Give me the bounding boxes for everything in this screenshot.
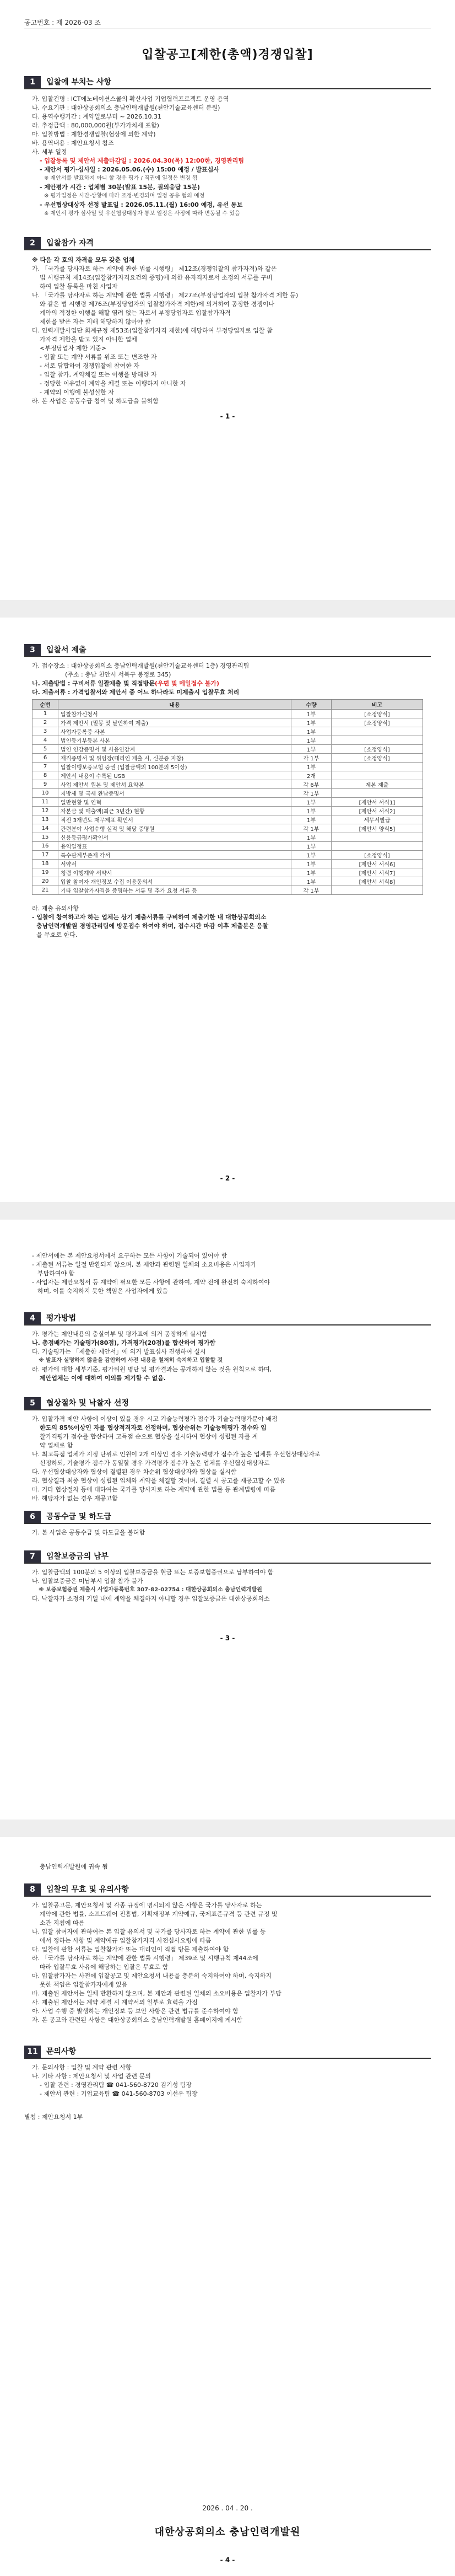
table-cell: 4 <box>32 736 58 745</box>
s8-line: 마. 입찰참가자는 사전에 입찰공고 및 제안요청서 내용을 충분히 숙지하여야 하며, 숙지하지 <box>32 1972 272 1979</box>
table-cell: 자본금 및 매출액(최근 3년간) 현황 <box>58 807 291 815</box>
s8-line: 나. 입찰 참여자에 관하여는 본 입찰 유의서 및 국가를 당사자로 하는 계약에 관한 법률 등 <box>32 1928 266 1935</box>
section-3-notes <box>32 904 427 940</box>
table-cell: 지방세 및 국세 완납증명서 <box>58 789 291 798</box>
section-4-body <box>32 1330 427 1383</box>
section-number: 1 <box>24 76 41 88</box>
submit-method: 나. 제출방법 : 구비서류 일괄제출 및 직접방문(우편 및 메일접수 불가) <box>32 680 220 687</box>
s11-line: - 입찰 관련 : 경영관리팀 ☎ 041-560-8720 김기성 팀장 <box>40 2081 192 2089</box>
s2-line: 하여 입찰 등록을 마친 사업자 <box>40 283 118 290</box>
table-row <box>32 736 423 745</box>
table-cell: 18 <box>32 860 58 868</box>
table-cell: 1부 <box>291 851 332 860</box>
section-6-body <box>32 1528 427 1537</box>
s8-line: 아. 사업 수행 중 발생하는 개인정보 등 보안 사항은 관련 법규를 준수하여야 함 <box>32 2008 239 2015</box>
s2-line: 와 같은 법 시행령 제76조(부정당업자의 입찰참가자격 제한)에 의거하여 공정한 경쟁이나 <box>40 300 274 308</box>
table-cell: 1부 <box>291 807 332 815</box>
section-header-7 <box>24 1550 431 1564</box>
table-row <box>32 727 423 736</box>
notice-date: 2026 . 04 . 20 . <box>202 2504 253 2512</box>
section-2-body <box>32 256 427 406</box>
section-5-body <box>32 1415 427 1503</box>
table-cell: [소정양식] <box>332 851 423 860</box>
table-cell: [제안서 서식2] <box>332 807 423 815</box>
section-number: 3 <box>24 644 41 656</box>
table-cell: 1부 <box>291 877 332 886</box>
p3-line: 부담하여야 함 <box>37 1270 75 1277</box>
s3-line: (주소 : 충남 천안시 서북구 봉정로 345) <box>65 671 171 678</box>
s1-note: ※ 제안서를 발표하지 아니 할 경우 평가 / 직권에 일정은 변경 됨 <box>44 175 198 181</box>
table-cell: 가격 제안서 (밀봉 및 날인하여 제출) <box>58 718 291 727</box>
table-cell: 법인 인감증명서 및 사용인감계 <box>58 745 291 754</box>
s6-line: 가. 본 사업은 공동수급 및 하도급을 불허함 <box>32 1529 145 1536</box>
table-cell: 제안서 내용이 수록된 USB <box>58 771 291 780</box>
section-label: 입찰참가 자격 <box>46 239 94 248</box>
page-number: - 3 - <box>220 1634 235 1642</box>
s8-line: 따라 입찰무효 사유에 해당하는 입찰은 무효로 함 <box>40 1963 169 1971</box>
col-header: 내용 <box>58 700 291 710</box>
section-header-11 <box>24 2046 431 2059</box>
table-cell: 9 <box>32 780 58 789</box>
s1-line: 마. 입찰방법 : 제한경쟁입찰(협상에 의한 계약) <box>32 131 156 138</box>
table-cell: [소정양식] <box>332 754 423 763</box>
section-header-6 <box>24 1511 431 1524</box>
s1-line: 가. 입찰건명 : ICT에노베이션스쿨의 확산사업 기업협력프로젝트 운영 용역 <box>32 95 229 103</box>
table-cell <box>332 842 423 851</box>
table-row <box>32 833 423 842</box>
section-1-body <box>32 95 427 218</box>
s7-line: 나. 입찰보증금은 미납부시 입찰 참가 불가 <box>32 1577 143 1585</box>
attachment: 별첨 : 제안요청서 1부 <box>24 2113 83 2121</box>
s1-line: 바. 용역내용 : 제안요청서 참조 <box>32 139 114 147</box>
s2-line: - 입찰 참가, 계약체결 또는 이행을 방해한 자 <box>40 371 157 378</box>
table-row <box>32 763 423 771</box>
table-cell: 특수관계부존재 각서 <box>58 851 291 860</box>
page-1 <box>0 0 455 600</box>
s2-line: 나. 「국가를 당사자로 하는 계약에 관한 법률 시행령」 제27조(부정당업자의 입찰 참가자격 제한 등) <box>32 292 299 299</box>
table-row <box>32 815 423 824</box>
table-cell: 청렴 이행계약 서약서 <box>58 868 291 877</box>
s8-line: 소관 지침에 따름 <box>40 1919 85 1926</box>
section-label: 공동수급 및 하도급 <box>46 1512 111 1521</box>
s4-line: 가. 평가는 제안내용의 충실여부 및 평가표에 의거 공정하게 실시함 <box>32 1330 208 1338</box>
section-7-body <box>32 1568 427 1603</box>
table-cell: 입찰참가신청서 <box>58 710 291 718</box>
table-cell <box>332 763 423 771</box>
s1-line: 나. 수요기관 : 대한상공회의소 충남인력개발원(천안기술교육센터 분원) <box>32 104 220 111</box>
s2-line: 법 시행규칙 제14조(입찰참가자격요건의 증명)에 의한 유자격자로서 소정의 서류를 구비 <box>40 274 273 281</box>
table-cell: [소정양식] <box>332 710 423 718</box>
table-cell: 1 <box>32 710 58 718</box>
table-row <box>32 789 423 798</box>
documents-table <box>32 699 423 895</box>
table-cell: 각 1부 <box>291 886 332 895</box>
section-3-body <box>32 662 427 697</box>
documents-table-body <box>32 710 423 895</box>
s11-line: 나. 기타 사항 : 제안요청서 및 사업 관련 문의 <box>32 2073 151 2080</box>
s5-line: 다. 우선협상대상자와 협상이 결렬된 경우 차순위 협상대상자와 협상을 실시함 <box>32 1468 237 1475</box>
table-cell: 1부 <box>291 868 332 877</box>
table-cell: 입찰 참여자 개인정보 수집 이용동의서 <box>58 877 291 886</box>
p3-line: - 제안서에는 본 제안요청서에서 요구하는 모든 사항이 기술되어 있어야 함 <box>32 1252 228 1259</box>
table-cell: 일반현황 및 연혁 <box>58 798 291 807</box>
section-number: 2 <box>24 237 41 249</box>
table-cell: 각 6부 <box>291 780 332 789</box>
table-cell: 1부 <box>291 763 332 771</box>
table-cell: 7 <box>32 763 58 771</box>
s2-line: - 계약의 이행에 불성실한 자 <box>40 389 114 396</box>
s1-line: 라. 추정금액 : 80,000,000원(부가가치세 포함) <box>32 122 159 129</box>
table-row <box>32 780 423 789</box>
s1-note: ※ 평가일정은 시간·상황에 따라 조정·변경되며 일정 공유 협의 예정 <box>44 193 205 199</box>
section-header-2 <box>24 237 431 250</box>
section-number: 11 <box>24 2046 41 2058</box>
s4-line: 라. 평가에 대한 세부기준, 평가위원 명단 및 평가결과는 공개하지 않는 것을 원칙으로 하며, <box>32 1366 272 1373</box>
p3-line: - 사업자는 제안요청서 등 계약에 필요한 모든 사항에 관하여, 계약 전에 완전히 숙지하여야 <box>32 1279 270 1286</box>
table-cell: [제안서 서식8] <box>332 877 423 886</box>
table-cell: 1부 <box>291 727 332 736</box>
section-label: 입찰의 무효 및 유의사항 <box>46 1885 129 1894</box>
s7-line: 충남인력개발원에 귀속 됨 <box>40 1863 108 1870</box>
table-cell: 15 <box>32 833 58 842</box>
s4-line: 다. 기술평가는 「제출한 제안서」에 의거 발표심사 진행하여 실시 <box>32 1348 206 1355</box>
s1-line: 사. 세부 일정 <box>32 148 67 155</box>
table-row <box>32 807 423 815</box>
table-cell <box>332 736 423 745</box>
table-cell: 1부 <box>291 710 332 718</box>
table-cell: 16 <box>32 842 58 851</box>
section-label: 입찰에 부치는 사항 <box>46 78 111 87</box>
section-8-body <box>32 1901 427 2025</box>
table-row <box>32 710 423 718</box>
page-gap <box>0 600 455 618</box>
table-cell: 1부 <box>291 833 332 842</box>
s5-line: 바. 해당자가 없는 경우 재공고함 <box>32 1495 118 1502</box>
col-header: 비고 <box>332 700 423 710</box>
s4-line: 나. 총점배가는 기술평가(80점), 가격평가(20점)를 합산하여 평가함 <box>32 1339 216 1346</box>
table-row <box>32 842 423 851</box>
s5-line: 찰가격평가 점수를 합산하여 고득점 순으로 협상을 실시하여 협상이 성립된 자를 계 <box>40 1433 258 1440</box>
p3-line: - 제출된 서류는 일절 반환되지 않으며, 본 제안과 관련된 일체의 소요비용은 사업자가 <box>32 1261 257 1268</box>
table-cell <box>332 789 423 798</box>
table-cell: 10 <box>32 789 58 798</box>
s4-line: 제안업체는 이에 대하여 이의를 제기할 수 없음. <box>40 1375 166 1382</box>
table-cell: 3 <box>32 727 58 736</box>
p3-line: 하며, 이를 숙지하지 못한 책임은 사업자에게 있음 <box>37 1287 168 1295</box>
table-header-row <box>32 700 423 710</box>
s2-line: 제한을 받은 자는 지배 해당하지 않아야 함 <box>40 318 151 325</box>
s1-line: - 우선협상대상자 선정 발표일 : 2026.05.11.(월) 16:00 예정, 유선 통보 <box>40 201 243 208</box>
attachment-note <box>24 2113 427 2122</box>
table-row <box>32 851 423 860</box>
s8-line: 자. 본 공고와 관련된 사항은 대한상공회의소 충남인력개발원 홈페이지에 게시함 <box>32 2016 243 2024</box>
table-cell: 1부 <box>291 736 332 745</box>
s2-line: - 정당한 이유없이 계약을 체결 또는 이행하지 아니한 자 <box>40 380 186 387</box>
table-cell: 각 1부 <box>291 754 332 763</box>
s3-line: 가. 접수장소 : 대한상공회의소 충남인력개발원(천안기술교육센터 1층) 경영관리팀 <box>32 662 250 669</box>
table-cell: 1부 <box>291 815 332 824</box>
section-number: 6 <box>24 1511 41 1523</box>
table-row <box>32 860 423 868</box>
s3-note: 충남인력개발원 경영관리팀에 방문접수 하여야 하며, 접수시간 마감 이후 제출분은 응찰 <box>36 922 269 930</box>
section-number: 5 <box>24 1397 41 1409</box>
s2-line: - 입찰 또는 계약 서류를 위조 또는 변조한 자 <box>40 353 157 361</box>
table-cell: 제본 제출 <box>332 780 423 789</box>
s8-line: 계약에 관한 법률, 소프트웨어 진흥법, 기획재정부 계약예규, 국제표준규격 등 관련 규정 및 <box>40 1910 278 1918</box>
table-row <box>32 824 423 833</box>
notice-ref: 공고번호 : 제 2026-03 조 <box>24 19 101 26</box>
s2-line: - 서로 담합하여 경쟁입찰에 참여한 자 <box>40 362 139 369</box>
table-cell: 사업자등록증 사본 <box>58 727 291 736</box>
table-cell: 13 <box>32 815 58 824</box>
s2-line: 가. 「국가를 당사자로 하는 계약에 관한 법률 시행령」 제12조(경쟁입찰의 참가자격)와 같은 <box>32 265 277 272</box>
s3-note: 라. 제출 유의사항 <box>32 905 79 912</box>
table-row <box>32 886 423 895</box>
s2-line: 계약의 적정한 이행을 해할 염려 없는 자로서 부정당업자로 입찰참가자격 <box>40 309 231 316</box>
table-cell <box>332 833 423 842</box>
s3-line <box>32 679 427 688</box>
submit-warning: (우편 및 메일접수 불가) <box>154 680 220 687</box>
table-cell: 재직증명서 및 위임장(대리인 제출 시, 신분증 지참) <box>58 754 291 763</box>
s3-line: 다. 제출서류 : 가격입찰서와 제안서 중 어느 하나라도 미제출시 입찰무효 처리 <box>32 689 240 696</box>
s1-line: 다. 용역수행기간 : 계약일로부터 ~ 2026.10.31 <box>32 113 162 120</box>
s1-line: - 입찰등록 및 제안서 제출마감일 : 2026.04.30(목) 12:00한, 경영관리팀 <box>40 157 244 164</box>
section-number: 8 <box>24 1883 41 1896</box>
table-row <box>32 745 423 754</box>
table-cell: 8 <box>32 771 58 780</box>
s8-line: 에서 정하는 사항 및 계약예규 입찰참가자격 사전심사요령에 따름 <box>40 1937 212 1944</box>
table-row <box>32 771 423 780</box>
section-label: 협상절차 및 낙찰자 선정 <box>46 1399 129 1408</box>
s2-line: <부정당업자 제한 기준> <box>40 345 107 352</box>
table-cell: 14 <box>32 824 58 833</box>
s11-line: - 제안서 관련 : 기업교육팀 ☎ 041-560-8703 이선우 팀장 <box>40 2090 198 2097</box>
s5-line: 나. 최고득점 업체가 지정 단위로 인원이 2개 이상인 경우 기술능력평가 점수가 높은 업체를 우선협상대상자로 <box>32 1451 321 1458</box>
s5-line: 약 업체로 함 <box>40 1442 73 1449</box>
s8-line: 못한 책임은 입찰참가자에게 있음 <box>40 1981 128 1988</box>
s7-note: ※ 보증보험증권 제출시 사업자등록번호 307-82-02754 : 대한상공회의소 충남인력개발원 <box>39 1587 262 1593</box>
table-cell: 1부 <box>291 798 332 807</box>
s2-line: ※ 다음 각 호의 자격을 모두 갖춘 업체 <box>32 256 135 264</box>
table-cell: 용역일정표 <box>58 842 291 851</box>
table-cell <box>332 727 423 736</box>
s8-line: 라. 「국가를 당사자로 하는 계약에 관한 법률 시행령」 제39조 및 시행규칙 제44조에 <box>32 1955 258 1962</box>
s2-line: 라. 본 사업은 공동수급 참여 및 하도급을 불허함 <box>32 398 159 405</box>
table-cell: 17 <box>32 851 58 860</box>
col-header: 수량 <box>291 700 332 710</box>
table-cell: 각 1부 <box>291 824 332 833</box>
s7-line: 다. 낙찰자가 소정의 기일 내에 계약을 체결하지 아니할 경우 입찰보증금은 대한상공회의소 <box>32 1595 270 1602</box>
table-cell: 6 <box>32 754 58 763</box>
page-gap <box>0 1202 455 1220</box>
section-header-4 <box>24 1312 431 1325</box>
section-header-5 <box>24 1397 431 1410</box>
s8-line: 사. 제출된 제안서는 계약 체결 시 계약서의 일부로 효력을 가짐 <box>32 1999 198 2006</box>
table-cell: 입찰이행보증보험 증권 (입찰금액의 100분의 5이상) <box>58 763 291 771</box>
s11-line: 가. 문의사항 : 입찰 및 계약 관련 사항 <box>32 2064 132 2071</box>
section-number: 7 <box>24 1550 41 1563</box>
table-cell <box>332 886 423 895</box>
table-cell: 1부 <box>291 718 332 727</box>
s5-line: 가. 입찰가격 제안 사항에 이상이 있을 경우 시고 기술능력평가 점수가 기술능력평가분야 배점 <box>32 1415 278 1423</box>
table-row <box>32 798 423 807</box>
table-cell: 11 <box>32 798 58 807</box>
table-cell: [소정양식] <box>332 745 423 754</box>
table-cell: 법인등기부등본 사본 <box>58 736 291 745</box>
s3-note: - 입찰에 참여하고자 하는 업체는 상기 제출서류를 구비하여 제출기한 내 대한상공회의소 <box>32 914 267 921</box>
s5-line: 라. 협상결과 최종 협상이 성립된 업체와 계약을 체결할 것이며, 결렬 시 공고를 재공고할 수 있음 <box>32 1477 285 1484</box>
table-cell: 세무서발급 <box>332 815 423 824</box>
page-number: - 1 - <box>220 412 235 420</box>
table-cell: 1부 <box>291 842 332 851</box>
table-cell: 직전 3개년도 재무제표 확인서 <box>58 815 291 824</box>
s1-line: - 제안평가 시간 : 업체별 30분(발표 15분, 질의응답 15분) <box>40 184 201 191</box>
table-cell: 서약서 <box>58 860 291 868</box>
table-cell: [소정양식] <box>332 718 423 727</box>
s2-line: 다. 인력개발사업단 회계규정 제53조(입찰참가자격 제한)에 해당하여 부정당업자로 입찰 참 <box>32 327 273 334</box>
page-gap <box>0 1820 455 1837</box>
table-cell: [제안서 양식5] <box>332 824 423 833</box>
table-cell: 2개 <box>291 771 332 780</box>
section-label: 입찰서 제출 <box>46 646 86 654</box>
table-cell: 사업 제안서 원본 및 제안서 요약본 <box>58 780 291 789</box>
s5-line: 한도의 85%이상인 자를 협상적격자로 선정하며, 협상순위는 기술능력평가 점수와 입 <box>40 1424 267 1431</box>
section-number: 4 <box>24 1312 41 1324</box>
organization-name: 대한상공회의소 충남인력개발원 <box>154 2526 301 2538</box>
section-header-1 <box>24 76 431 89</box>
s5-line: 선정하되, 기술평가 점수가 동일할 경우 가격평가 점수가 높은 업체를 우선협상대상자로 <box>40 1459 270 1467</box>
s5-line: 마. 기타 협상절차 등에 대하여는 국가를 당사자로 하는 계약에 관한 법률 등 관계법령에 따름 <box>32 1486 276 1493</box>
table-cell: [제안서 서식1] <box>332 798 423 807</box>
s8-line: 다. 입찰에 관한 서류는 입찰참가자 또는 대리인이 직접 방문 제출하여야 함 <box>32 1946 229 1953</box>
section-label: 문의사항 <box>46 2047 77 2056</box>
page-number: - 4 - <box>220 2556 235 2564</box>
table-cell: 19 <box>32 868 58 877</box>
col-header: 순번 <box>32 700 58 710</box>
s8-line: 가. 입찰공고문, 제안요청서 및 각종 규정에 명시되지 않은 사항은 국가를 당사자로 하는 <box>32 1902 262 1909</box>
table-row <box>32 877 423 886</box>
table-cell: 관련분야 사업수행 실적 및 해당 증명원 <box>58 824 291 833</box>
s4-note: ※ 발표자 실명하지 않을을 감안하여 사전 내용을 철저히 숙지하고 입찰할 것 <box>39 1357 223 1364</box>
table-cell: 21 <box>32 886 58 895</box>
table-cell <box>332 771 423 780</box>
table-cell: 2 <box>32 718 58 727</box>
section-header-8 <box>24 1883 431 1897</box>
table-cell: 1부 <box>291 745 332 754</box>
section-label: 평가방법 <box>46 1314 77 1323</box>
table-cell: 기타 입찰참가자격을 증명하는 서류 및 추가 요청 서류 등 <box>58 886 291 895</box>
section-11-body <box>32 2063 427 2099</box>
table-row <box>32 754 423 763</box>
s1-note: ※ 제안서 평가 심사일 및 우선협상대상자 통보 일정은 사정에 따라 변동될 수 있음 <box>44 211 240 217</box>
table-cell: 1부 <box>291 860 332 868</box>
page-2 <box>0 618 455 1202</box>
table-cell: 12 <box>32 807 58 815</box>
table-cell: [제안서 서식6] <box>332 860 423 868</box>
table-row <box>32 718 423 727</box>
page-3-top-notes <box>32 1252 427 1296</box>
page-title: 입찰공고[제한(총액)경쟁입찰] <box>142 48 313 62</box>
table-cell: 20 <box>32 877 58 886</box>
table-cell: 신용등급평가확인서 <box>58 833 291 842</box>
page-3 <box>0 1220 455 1820</box>
table-cell: [제안서 서식7] <box>332 868 423 877</box>
page-4-top <box>32 1863 427 1871</box>
table-row <box>32 868 423 877</box>
s7-line: 가. 입찰금액의 100분의 5 이상의 입찰보증금을 현금 또는 보증보험증권으로 납부하여야 함 <box>32 1569 274 1576</box>
table-cell: 5 <box>32 745 58 754</box>
s1-line: - 제안서 평가·심사일 : 2026.05.06.(수) 15:00 예정 / 발표심사 <box>40 166 220 173</box>
section-label: 입찰보증금의 납부 <box>46 1552 109 1561</box>
s8-line: 바. 제출된 제안서는 일체 반환하지 않으며, 본 제안과 관련된 일체의 소요비용은 입찰자가 부담 <box>32 1990 281 1997</box>
section-header-3 <box>24 644 431 657</box>
s2-line: 가자격 제한을 받고 있지 아니한 업체 <box>40 336 137 343</box>
page-4 <box>0 1837 455 2576</box>
page-number: - 2 - <box>220 1174 235 1182</box>
s3-note: 을 무효로 한다. <box>36 931 78 938</box>
table-cell: 각 1부 <box>291 789 332 798</box>
